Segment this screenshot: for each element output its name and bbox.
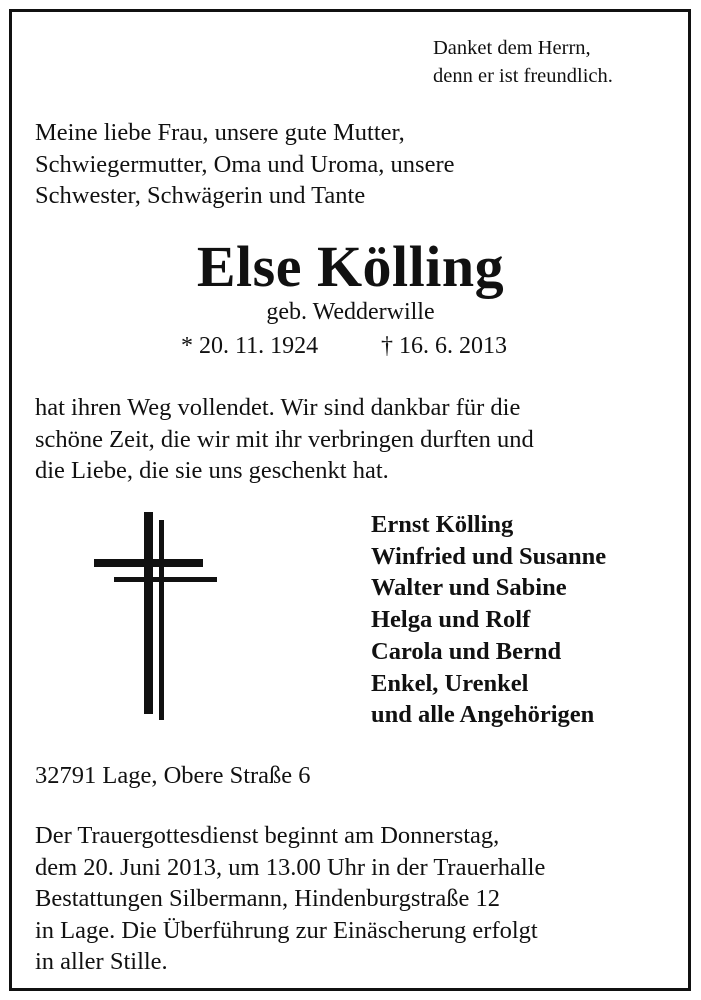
- service-info: [35, 820, 545, 978]
- motto-line: Danket dem Herrn,: [433, 37, 591, 59]
- service-line: dem 20. Juni 2013, um 13.00 Uhr in der Trauerhalle: [35, 853, 546, 881]
- service-line: Der Trauergottesdienst beginnt am Donnerstag,: [35, 822, 500, 849]
- deceased-name: Else Kölling: [196, 234, 505, 299]
- body-line: die Liebe, die sie uns geschenkt hat.: [35, 457, 389, 484]
- maiden-name: geb. Wedderwille: [266, 299, 435, 325]
- intro-line: Schwester, Schwägerin und Tante: [35, 182, 366, 209]
- mourner-name: Helga und Rolf: [371, 606, 531, 634]
- birth-date: * 20. 11. 1924: [181, 333, 319, 359]
- body-line: schöne Zeit, die wir mit ihr verbringen durften und: [35, 425, 534, 453]
- mourner-name: Carola und Bernd: [371, 637, 562, 665]
- mourner-name: und alle Angehörigen: [371, 701, 595, 729]
- intro-line: Schwiegermutter, Oma und Uroma, unsere: [35, 150, 455, 178]
- mourner-name: Enkel, Urenkel: [371, 669, 529, 697]
- service-line: in Lage. Die Überführung zur Einäscherung erfolgt: [35, 916, 538, 944]
- mourners-list: [371, 509, 606, 731]
- motto-line: denn er ist freundlich.: [433, 65, 613, 87]
- intro-line: Meine liebe Frau, unsere gute Mutter,: [35, 119, 405, 146]
- cross-vertical-bar: [144, 512, 153, 714]
- address: 32791 Lage, Obere Straße 6: [35, 762, 311, 789]
- service-line: Bestattungen Silbermann, Hindenburgstraße 12: [35, 885, 500, 912]
- mourner-name: Walter und Sabine: [371, 574, 567, 602]
- cross-horizontal-bar: [94, 559, 203, 567]
- body-line: hat ihren Weg vollendet. Wir sind dankbar für die: [35, 394, 521, 421]
- service-line: in aller Stille.: [35, 948, 168, 975]
- mourner-name: Ernst Kölling: [371, 511, 514, 538]
- cross-vertical-bar-thin: [159, 520, 164, 720]
- mourner-name: Winfried und Susanne: [371, 542, 607, 570]
- death-date: † 16. 6. 2013: [381, 333, 507, 359]
- cross-horizontal-bar-thin: [114, 577, 217, 582]
